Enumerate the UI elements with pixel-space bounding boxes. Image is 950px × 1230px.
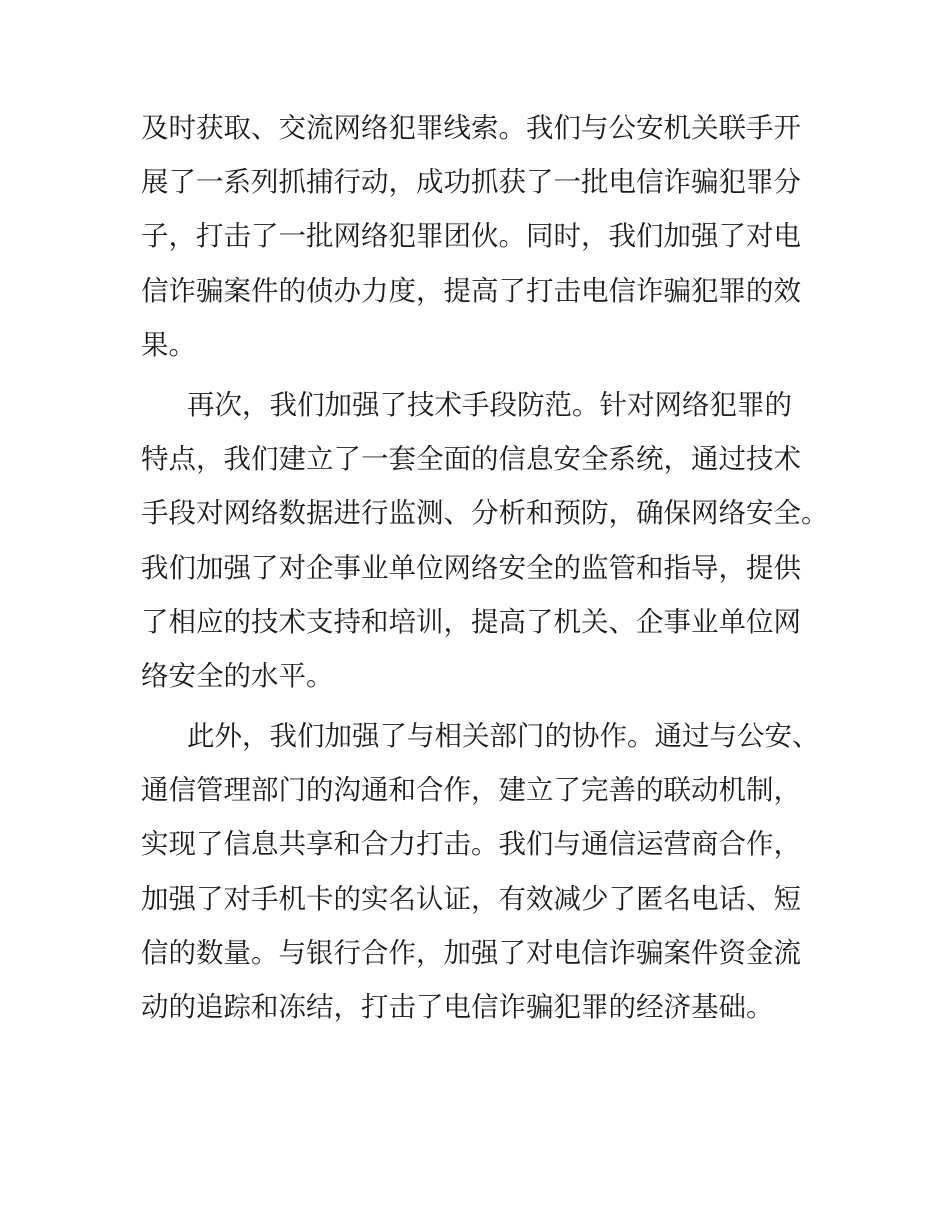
text-line: 再次，我们加强了技术手段防范。针对网络犯罪的 bbox=[187, 388, 792, 421]
paragraph bbox=[141, 709, 831, 1034]
text-line: 信的数量。与银行合作，加强了对电信诈骗案件资金流 bbox=[141, 936, 801, 969]
text-line: 及时获取、交流网络犯罪线索。我们与公安机关联手开 bbox=[141, 112, 801, 144]
text-line: 此外，我们加强了与相关部门的协作。通过与公安、 bbox=[187, 720, 820, 753]
text-line: 实现了信息共享和合力打击。我们与通信运营商合作， bbox=[141, 828, 801, 861]
text-line: 我们加强了对企事业单位网络安全的监管和指导，提供 bbox=[141, 551, 801, 584]
text-line: 展了一系列抓捕行动，成功抓获了一批电信诈骗犯罪分 bbox=[141, 166, 801, 199]
text-line: 加强了对手机卡的实名认证，有效减少了匿名电话、短 bbox=[141, 882, 801, 915]
text-line: 子，打击了一批网络犯罪团伙。同时，我们加强了对电 bbox=[141, 220, 801, 253]
text-line: 特点，我们建立了一套全面的信息安全系统，通过技术 bbox=[141, 443, 801, 476]
text-line: 了相应的技术支持和培训，提高了机关、企事业单位网 bbox=[141, 605, 801, 638]
document-body bbox=[141, 101, 831, 1034]
text-line: 动的追踪和冻结，打击了电信诈骗犯罪的经济基础。 bbox=[141, 991, 774, 1023]
text-line: 手段对网络数据进行监测、分析和预防，确保网络安全。 bbox=[141, 497, 829, 530]
text-line: 果。 bbox=[141, 328, 196, 361]
text-line: 络安全的水平。 bbox=[141, 659, 334, 692]
paragraph bbox=[141, 378, 831, 703]
text-line: 通信管理部门的沟通和合作，建立了完善的联动机制， bbox=[141, 774, 801, 807]
text-line: 信诈骗案件的侦办力度，提高了打击电信诈骗犯罪的效 bbox=[141, 274, 801, 307]
paragraph bbox=[141, 101, 831, 372]
